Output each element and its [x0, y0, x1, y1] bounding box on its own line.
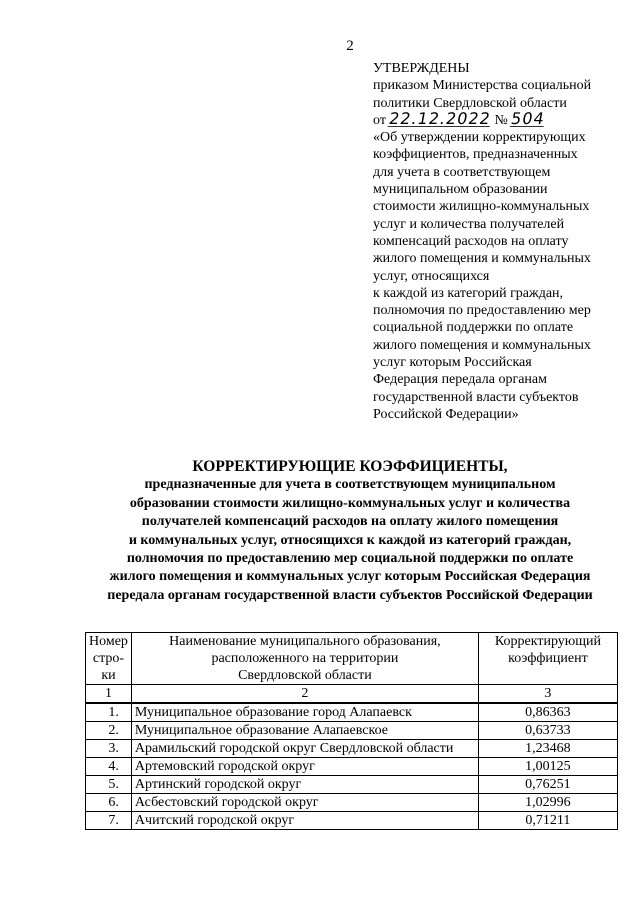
- title-line: образовании стоимости жилищно-коммунальных услуг и количества: [129, 495, 571, 511]
- table-row: [86, 776, 618, 794]
- approval-line: к каждой из категорий граждан,: [373, 285, 564, 301]
- table-row: [86, 794, 618, 812]
- municipality-name: Муниципальное образование Алапаевское: [131, 722, 478, 740]
- table-row: [86, 758, 618, 776]
- approval-line: жилого помещения и коммунальных: [373, 251, 591, 267]
- from-label: от: [373, 112, 386, 128]
- number-label: №: [494, 112, 508, 128]
- coefficients-table: [85, 632, 618, 830]
- row-number: 4.: [86, 758, 132, 776]
- municipality-name: Ачитский городской округ: [131, 812, 478, 830]
- coefficient-value: 0,86363: [478, 703, 617, 722]
- municipality-name: Артинский городской округ: [131, 776, 478, 794]
- coefficient-value: 0,76251: [478, 776, 617, 794]
- row-number: 7.: [86, 812, 132, 830]
- approval-line: услуг и количества получателей: [373, 216, 565, 232]
- column-number-row: [86, 685, 618, 704]
- handwritten-number: 504: [509, 108, 547, 128]
- approval-line: коэффициентов, предназначенных: [373, 147, 578, 163]
- approval-line: жилого помещения и коммунальных: [373, 337, 591, 353]
- municipality-name: Артемовский городской округ: [131, 758, 478, 776]
- header-row-number: Номер стро- ки: [86, 633, 132, 685]
- coefficient-value: 0,63733: [478, 722, 617, 740]
- table-row: [86, 740, 618, 758]
- approval-line: полномочия по предоставлению мер: [373, 303, 591, 319]
- approval-line: стоимости жилищно-коммунальных: [373, 199, 590, 215]
- column-number: 2: [131, 685, 478, 704]
- table-row: [86, 703, 618, 722]
- coefficient-value: 1,23468: [478, 740, 617, 758]
- title-line: передала органам государственной власти субъектов Российской Федерации: [107, 587, 593, 603]
- approval-line: социальной поддержки по оплате: [373, 320, 574, 336]
- title-heading: КОРРЕКТИРУЮЩИЕ КОЭФФИЦИЕНТЫ,: [192, 458, 508, 475]
- handwritten-date: 22.12.2022: [387, 108, 493, 128]
- approval-date-line: [373, 108, 623, 129]
- approval-line: услуг, относящихся: [373, 268, 490, 284]
- title-line: получателей компенсаций расходов на оплату жилого помещения: [141, 514, 559, 530]
- approval-line: муниципальном образовании: [373, 182, 548, 198]
- title-line: жилого помещения и коммунальных услуг которым Российская Федерация: [109, 569, 591, 585]
- approval-line: государственной власти субъектов: [373, 389, 579, 405]
- header-municipality: Наименование муниципального образования, расположенного на территории Свердловской области: [131, 633, 478, 685]
- approval-line: политики Свердловской области: [373, 95, 567, 111]
- row-number: 1.: [86, 703, 132, 722]
- title-line: полномочия по предоставлению мер социальной поддержки по оплате: [126, 551, 574, 567]
- title-line: предназначенные для учета в соответствующем муниципальном: [144, 477, 556, 493]
- document-title: [70, 458, 630, 605]
- municipality-name: Арамильский городской округ Свердловской области: [131, 740, 478, 758]
- municipality-name: Муниципальное образование город Алапаевск: [131, 703, 478, 722]
- coefficient-value: 0,71211: [478, 812, 617, 830]
- approval-line: услуг которым Российская: [373, 355, 532, 371]
- row-number: 6.: [86, 794, 132, 812]
- table-row: [86, 812, 618, 830]
- row-number: 2.: [86, 722, 132, 740]
- approval-heading: УТВЕРЖДЕНЫ: [373, 61, 470, 76]
- municipality-name: Асбестовский городской округ: [131, 794, 478, 812]
- title-line: и коммунальных услуг, относящихся к каждой из категорий граждан,: [128, 532, 572, 548]
- approval-block: [373, 60, 623, 423]
- approval-line: «Об утверждении корректирующих: [373, 130, 586, 146]
- approval-line: для учета в соответствующем: [373, 164, 551, 180]
- page-number: 2: [346, 38, 354, 54]
- column-number: 1: [86, 685, 132, 704]
- approval-line: приказом Министерства социальной: [373, 78, 592, 94]
- column-number: 3: [478, 685, 617, 704]
- approval-line: Федерация передала органам: [373, 372, 547, 388]
- row-number: 5.: [86, 776, 132, 794]
- coefficient-value: 1,02996: [478, 794, 617, 812]
- approval-line: компенсаций расходов на оплату: [373, 233, 569, 249]
- coefficient-value: 1,00125: [478, 758, 617, 776]
- approval-line: Российской Федерации»: [373, 406, 519, 422]
- header-coefficient: Корректирующий коэффициент: [478, 633, 617, 685]
- table-row: [86, 722, 618, 740]
- row-number: 3.: [86, 740, 132, 758]
